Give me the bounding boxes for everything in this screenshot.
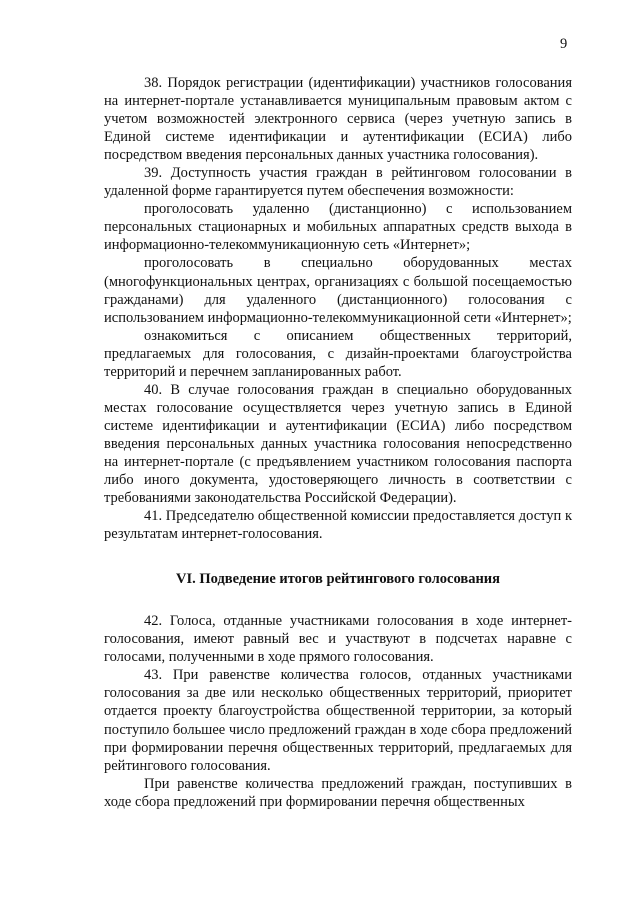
paragraph: проголосовать удаленно (дистанционно) с использованием персональных стационарных и мобильных аппаратных средств выхода в информационно-телекоммуникационную сеть «Интернет»;	[104, 201, 572, 254]
paragraph: При равенстве количества предложений граждан, поступивших в ходе сбора предложений при формировании перечня общественных	[104, 775, 572, 810]
page-number: 9	[560, 36, 568, 52]
paragraph: 42. Голоса, отданные участниками голосования в ходе интернет-голосования, имеют равный вес и участвуют в подсчетах наравне с голосами, полученными в ходе прямого голосования.	[104, 613, 572, 666]
paragraphs-after	[104, 612, 572, 811]
paragraph: 43. При равенстве количества голосов, отданных участниками голосования за две или несколько общественных территорий, приоритет отдается проекту благоустройства общественной территории, за который поступило большее число предложений граждан в ходе сбора предложений при формировании перечня общественных территорий, предлагаемых для рейтингового голосования.	[104, 667, 572, 774]
paragraph: 38. Порядок регистрации (идентификации) участников голосования на интернет-портале устанавливается муниципальным правовым актом с учетом возможностей электронного сервиса (через учетную запись в Единой системе идентификации и аутентификации (ЕСИА) либо посредством введения персональных данных участника голосования).	[104, 75, 572, 164]
paragraphs-before	[104, 74, 572, 543]
section-heading: VI. Подведение итогов рейтингового голосования	[175, 571, 501, 588]
paragraph: ознакомиться с описанием общественных территорий, предлагаемых для голосования, с дизайн-проектами благоустройства территорий и перечнем запланированных работ.	[104, 327, 572, 380]
paragraph: 40. В случае голосования граждан в специально оборудованных местах голосование осуществляется через учетную запись в Единой системе идентификации и аутентификации (ЕСИА) либо посредством введения персональных данных участника голосования непосредственно на интернет-портале (с предъявлением участником голосования паспорта либо иного документа, удостоверяющего личность в соответствии с требованиями законодательства Российской Федерации).	[104, 381, 572, 507]
paragraph: 39. Доступность участия граждан в рейтинговом голосовании в удаленной форме гарантируется путем обеспечения возможности:	[104, 165, 572, 200]
paragraph: 41. Председателю общественной комиссии предоставляется доступ к результатам интернет-голосования.	[104, 508, 572, 543]
document-body	[104, 74, 572, 811]
paragraph: проголосовать в специально оборудованных местах (многофункциональных центрах, организациях с большой посещаемостью гражданами) для удаленного (дистанционного) голосования с использованием информационно-телекоммуникационной сети «Интернет»;	[104, 255, 572, 326]
